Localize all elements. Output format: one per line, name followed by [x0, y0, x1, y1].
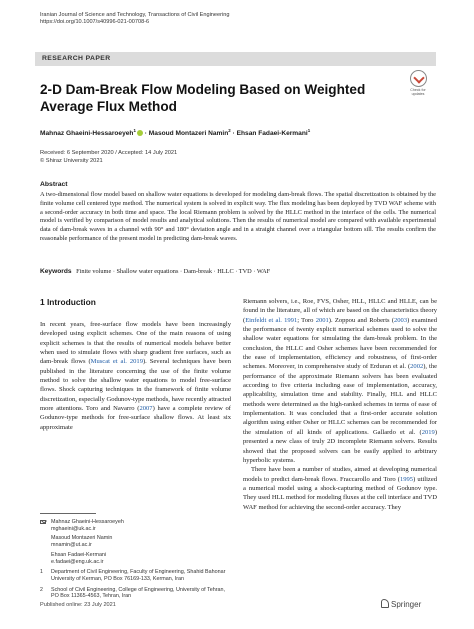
affiliation: 2 School of Civil Engineering, College of Engineering, University of Tehran, PO Box 11365-4563, Tehran, Iran — [40, 586, 225, 600]
springer-horse-icon — [381, 599, 389, 608]
corresponding-author: Mahnaz Ghaeini-Hessaroeyeh mghaeini@uk.ac.ir — [40, 519, 231, 532]
journal-info — [40, 12, 229, 27]
abstract-heading: Abstract — [40, 181, 68, 188]
footnotes — [40, 519, 231, 600]
article-type-banner: RESEARCH PAPER — [35, 52, 436, 66]
author-name[interactable]: Mahnaz Ghaeini-Hessaroeyeh — [40, 130, 134, 138]
keywords-label: Keywords — [40, 268, 72, 275]
footnote-divider — [40, 513, 96, 514]
author-contact: Masoud Montazeri Namin mnamin@ut.ac.ir — [40, 535, 231, 548]
check-updates-label: Check for updates — [410, 88, 426, 97]
paragraph: There have been a number of studies, aimed at developing numerical models to predict dam-break flows. Fraccarollo and Toro (1995) utilized a numerical model using a shock-capturing method of Godunov type. They used HLL method for modeling fluxes at the cell interface and TVD WAF method for achieving the second-order accuracy. They — [243, 466, 438, 511]
author-contact: Ehsan Fadaei-Kermani e.fadaei@eng.uk.ac.ir — [40, 552, 231, 565]
affiliation-mark: 1 — [133, 128, 136, 133]
paragraph: In recent years, free-surface flow models have been increasingly developed using explicit schemes. One of the main reasons of using explicit schemes is that the results of numerical models behave better when used to simulate flows with sharp gradient free surfaces, such as dam-break flows (Muscat et al. 2019). Several techniques have been published in the literature concerning the use of the finite volume method to solve the shallow water equations to model free-surface flows. Shock capturing techniques in the framework of finite volume discretization, especially Godunov-type methods, have recently attracted more attentions. Toro and Navarro (2007) have a complete review of Godunov-type methods for free-surface shallow flows. At least six approximate — [40, 321, 231, 431]
section-heading: 1 Introduction — [40, 297, 96, 307]
abstract-text: A two-dimensional flow model based on shallow water equations is developed for modeling dam-break flows. The spatial discretization is obtained by the finite volume cell centered type method. The numerical system is solved in explicit way. The flux modeling has been deployed by TVD WAF scheme with a second-order accuracy in both time and space. The local Riemann problem is solved by the HLLC method in the interface of the cells. The numerical model is verified by comparison of model results and analytical solutions. Then the results of numerical model are compared with available experimental data of dam-break waves in a channel with 90° and 180° deviation angle and in a straight channel over a triangular bottom sill. The results confirm the reasonable performance of the present model in predicting dam-break waves. — [40, 191, 436, 242]
citation-link[interactable]: 2001 — [315, 316, 329, 324]
keywords — [40, 268, 270, 276]
affiliation-mark: 2 — [228, 128, 231, 133]
published-date: Published online: 23 July 2021 — [40, 602, 116, 608]
keywords-list: Finite volume · Shallow water equations · Dam-break · HLLC · TVD · WAF — [76, 268, 271, 275]
copyright-line: © Shiraz University 2021 — [40, 157, 103, 164]
email-link[interactable]: mghaeini@uk.ac.ir — [51, 525, 96, 532]
author-separator: · — [230, 130, 237, 138]
envelope-icon — [40, 520, 46, 524]
article-dates — [40, 150, 177, 165]
affiliation-mark: 1 — [307, 128, 311, 133]
affiliation: 1 Department of Civil Engineering, Faculty of Engineering, Shahid Bahonar University of Kerman, PO Box 76169-133, Kerman, Iran — [40, 569, 226, 582]
paper-title: 2-D Dam-Break Flow Modeling Based on Weighted Average Flux Method — [40, 82, 366, 114]
email-link[interactable]: mnamin@ut.ac.ir — [51, 542, 92, 549]
citation-link[interactable]: Einfeldt et al. 1991 — [245, 316, 298, 324]
paragraph: Riemann solvers, i.e., Roe, FVS, Osher, HLL, HLLC and HLLE, can be found in the literature, all of which are based on the characteristics theory (Einfeldt et al. 1991; Toro 2001). Zoppou and Roberts (2003) examined the performance of twenty explicit numerical schemes used to solve the shallow water equations for simulating the dam-break problem. In the conclusion, the HLLC and Osher schemes have been recommended for the ease of implementation, efficiency and robustness, of first-order schemes. Moreover, in comprehensive study of Erduran et al. (2002), the performance of the approximate Riemann solvers has been evaluated according to five criteria including ease of implementation, accuracy, applicability, simulation time and stability. Finally, HLL and HLLC methods were determined as the high-ranked schemes in terms of ease of implementation. It was concluded that a first-order accurate solution algorithm using either Osher or HLLC schemes can be recommended for the simulation of all kinds of applications. Gallardo et al. (2019) presented a new class of truly 2D incomplete Riemann solvers. Results showed that the proposed solvers can be easily applied to arbitrary hyperbolic systems. — [243, 298, 438, 464]
publisher-logo: Springer — [381, 599, 421, 609]
right-column-text — [243, 297, 437, 512]
author-separator: · — [142, 130, 149, 138]
author-list — [40, 126, 440, 138]
citation-link[interactable]: Muscat et al. 2019 — [90, 358, 143, 366]
author-name[interactable]: Ehsan Fadaei-Kermani — [236, 130, 308, 138]
left-column-text — [40, 320, 231, 432]
affiliation-number: 1 — [40, 569, 43, 576]
email-link[interactable]: e.fadaei@eng.uk.ac.ir — [51, 558, 104, 565]
citation-link[interactable]: 2003 — [394, 316, 408, 324]
check-updates-icon — [410, 70, 427, 87]
affiliation-number: 2 — [40, 586, 43, 593]
received-accepted-dates: Received: 6 September 2020 / Accepted: 14 July 2021 — [40, 150, 178, 156]
citation-link[interactable]: 2019 — [421, 428, 435, 436]
doi-link[interactable]: https://doi.org/10.1007/s40996-021-00708-6 — [40, 19, 150, 26]
citation-link[interactable]: 2002 — [410, 363, 424, 371]
journal-name: Iranian Journal of Science and Technology, Transactions of Civil Engineering — [40, 12, 230, 18]
citation-link[interactable]: 1995 — [399, 475, 414, 483]
check-for-updates-badge[interactable] — [402, 70, 434, 96]
citation-link[interactable]: 2007 — [139, 405, 153, 413]
author-name[interactable]: Masoud Montazeri Namin — [148, 130, 229, 138]
